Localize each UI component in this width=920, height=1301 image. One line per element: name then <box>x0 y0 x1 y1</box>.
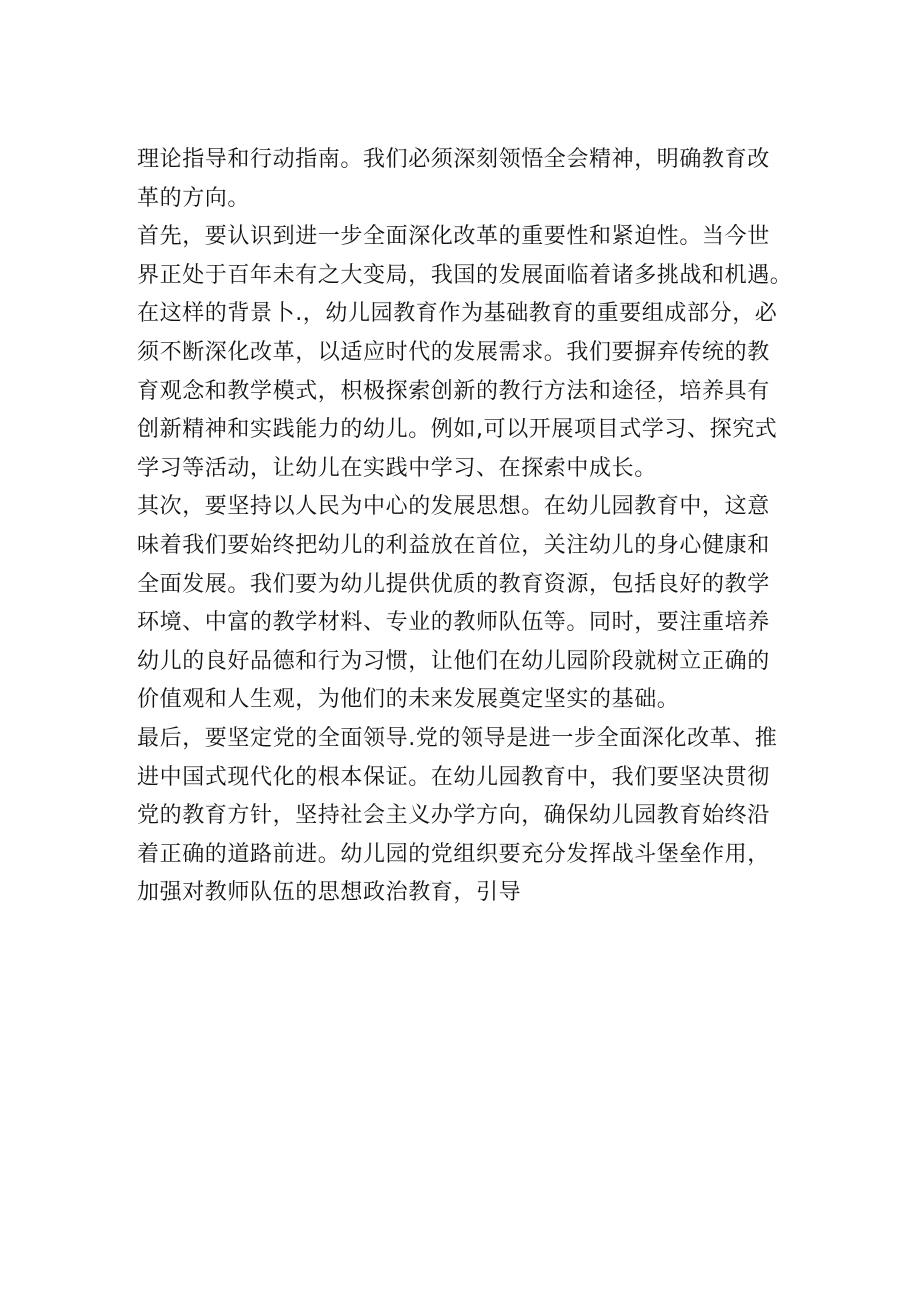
body-text <box>137 141 797 913</box>
text-line: 理论指导和行动指南。我们必须深刻领悟全会精神，明确教育改 <box>137 147 770 172</box>
text-line: 幼儿的良好品德和行为习惯，让他们在幼儿园阶段就树立正确的 <box>137 648 770 674</box>
text-line: 界正处于百年未有之大变局，我国的发展面临着诸多挑战和机遇。 <box>137 262 793 288</box>
text-line: 着正确的道路前进。幼儿园的党组织要充分发挥战斗堡垒作用， <box>137 841 770 867</box>
text-line: 须不断深化改革，以适应时代的发展需求。我们要摒弃传统的教 <box>137 339 770 365</box>
text-line: 学习等活动，让幼儿在实践中学习、在探索中成长。 <box>137 455 657 481</box>
text-line: 创新精神和实践能力的幼儿。例如,可以开展项目式学习、探究式 <box>137 417 778 443</box>
text-line: 味着我们要始终把幼儿的利益放在首位，关注幼儿的身心健康和 <box>137 532 770 558</box>
text-line: 加强对教师队伍的思想政治教育，引导 <box>137 880 522 906</box>
text-line: 最后，要坚定党的全面领导.党的领导是进一步全面深化改革、推 <box>137 725 778 751</box>
text-line: 革的方向。 <box>137 185 251 211</box>
text-line: 首先，要认识到进一步全面深化改革的重要性和紧迫性。当今世 <box>137 224 770 250</box>
text-line: 育观念和教学模式，枳极探索创新的教行方法和途径，培养具有 <box>137 378 770 404</box>
text-line: 全面发展。我们要为幼儿提供优质的教育资源，包括良好的教学 <box>137 571 770 597</box>
text-line: 进中国式现代化的根本保证。在幼儿园教育中，我们要坚决贯彻 <box>137 764 770 790</box>
text-line: 环境、中富的教学材料、专业的教师队伍等。同时，要注重培养 <box>137 610 770 636</box>
text-line: 党的教育方针，坚持社会主义办学方向，确保幼儿园教育始终沿 <box>137 803 770 829</box>
text-line: 其次，要坚持以人民为中心的发展思想。在幼儿园教育中，这意 <box>137 494 770 520</box>
text-line: 在这样的背景卜.，幼儿园教育作为基础教育的重要组成部分，必 <box>137 301 778 327</box>
text-line: 价值观和人生观，为他们的未来发展奠定坚实的基础。 <box>137 687 680 713</box>
